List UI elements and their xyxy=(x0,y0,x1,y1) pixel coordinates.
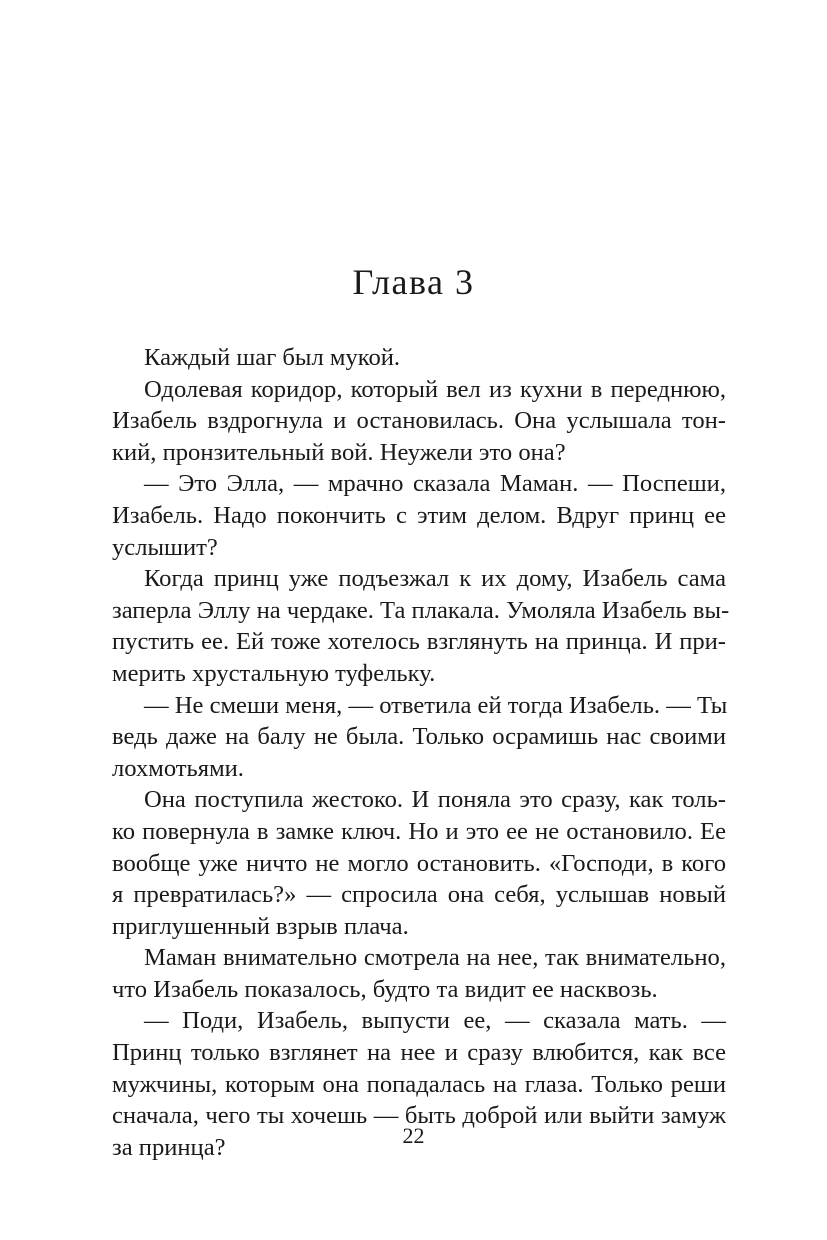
text-line: — Не смеши меня, — ответила ей тогда Изабель. — Ты xyxy=(144,691,728,719)
text-line: Когда принц уже подъезжал к их дому, Изабель сама xyxy=(144,565,726,593)
text-line: пустить ее. Ей тоже хотелось взглянуть на принца. И при- xyxy=(112,628,726,656)
text-line: что Изабель показалось, будто та видит ее насквозь. xyxy=(112,975,658,1003)
text-line: Одолевая коридор, который вел из кухни в переднюю, xyxy=(144,375,726,403)
text-line: лохмотьями. xyxy=(112,754,244,782)
text-line: кий, пронзительный вой. Неужели это она? xyxy=(112,438,566,466)
text-line: вообще уже ничто не могло остановить. «Господи, в кого xyxy=(112,849,726,877)
text-line: Изабель. Надо покончить с этим делом. Вдруг принц ее xyxy=(112,501,726,529)
page-number: 22 xyxy=(402,1123,425,1148)
text-line: Она поступила жестоко. И поняла это сразу, как толь- xyxy=(144,786,726,814)
text-line: Принц только взглянет на нее и сразу влюбится, как все xyxy=(112,1039,726,1067)
chapter-title: Глава 3 xyxy=(352,262,475,302)
text-line: Изабель вздрогнула и остановилась. Она услышала тон- xyxy=(112,407,726,435)
text-line: приглушенный взрыв плача. xyxy=(112,912,409,940)
text-line: ведь даже на балу не была. Только осрамишь нас своими xyxy=(112,723,726,751)
text-line: — Поди, Изабель, выпусти ее, — сказала мать. — xyxy=(144,1007,726,1035)
chapter-body xyxy=(112,342,730,1163)
text-line: мужчины, которым она попадалась на глаза. Только реши xyxy=(112,1070,726,1098)
text-line: услышит? xyxy=(112,533,218,561)
text-line: заперла Эллу на чердаке. Та плакала. Умоляла Изабель вы- xyxy=(112,596,730,624)
text-line: Каждый шаг был мукой. xyxy=(144,344,401,371)
text-line: мерить хрустальную туфельку. xyxy=(112,659,436,687)
text-line: ко повернула в замке ключ. Но и это ее не остановило. Ее xyxy=(112,817,726,845)
text-line: я превратилась?» — спросила она себя, услышав новый xyxy=(112,881,726,909)
text-line: — Это Элла, — мрачно сказала Маман. — Поспеши, xyxy=(144,470,726,498)
text-line: сначала, чего ты хочешь — быть доброй или выйти замуж xyxy=(112,1102,726,1130)
text-line: за принца? xyxy=(112,1133,226,1161)
text-line: Маман внимательно смотрела на нее, так внимательно, xyxy=(144,944,726,972)
